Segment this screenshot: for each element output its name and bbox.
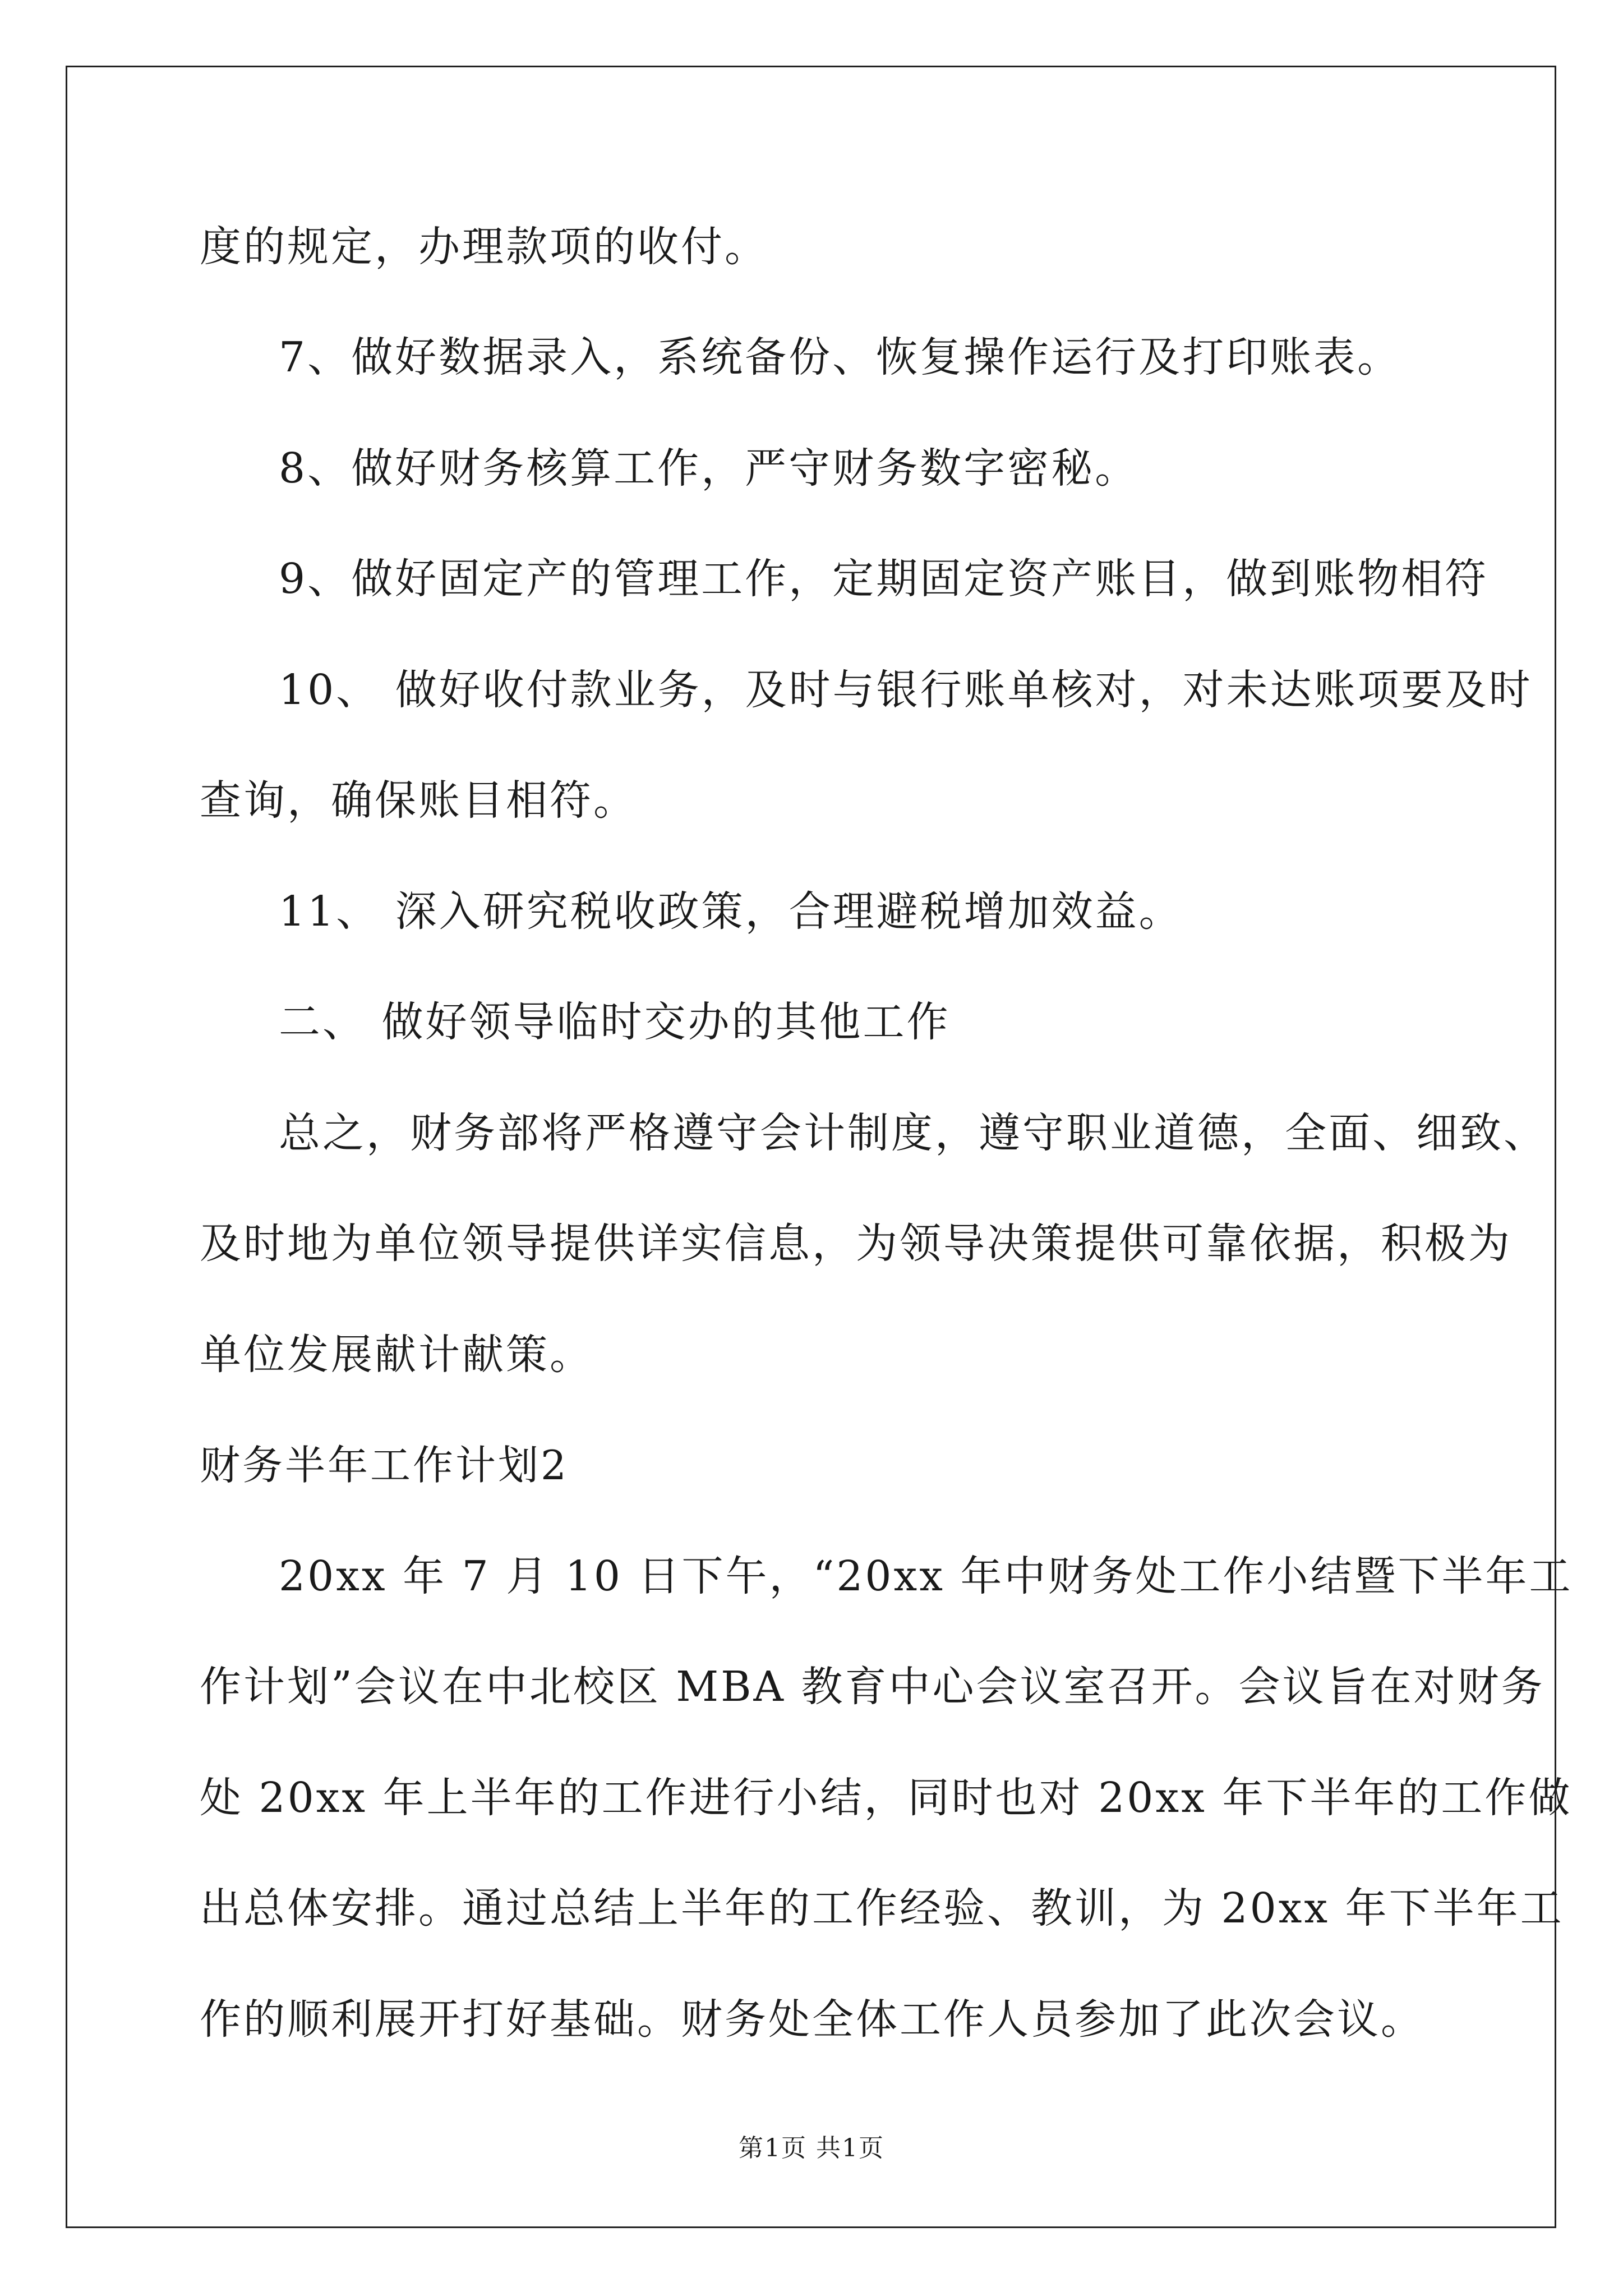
list-item-10: 10、 做好收付款业务，及时与银行账单核对，对未达账项要及时 bbox=[279, 666, 1533, 714]
paragraph-line: 查询，确保账目相符。 bbox=[200, 776, 637, 825]
list-item-8: 8、做好财务核算工作，严守财务数字密秘。 bbox=[279, 444, 1139, 493]
section-heading: 财务半年工作计划2 bbox=[200, 1442, 569, 1489]
list-item-9: 9、做好固定产的管理工作，定期固定资产账目，做到账物相符 bbox=[279, 555, 1489, 603]
paragraph-line: 出总体安排。通过总结上半年的工作经验、教训，为 20xx 年下半年工 bbox=[200, 1884, 1564, 1932]
list-item-7: 7、做好数据录入，系统备份、恢复操作运行及打印账表。 bbox=[279, 333, 1401, 381]
page-footer: 第1页 共1页 bbox=[739, 2134, 884, 2162]
paragraph-line: 及时地为单位领导提供详实信息，为领导决策提供可靠依据，积极为 bbox=[200, 1220, 1512, 1268]
list-item-11: 11、 深入研究税收政策，合理避税增加效益。 bbox=[279, 887, 1183, 936]
paragraph-line: 20xx 年 7 月 10 日下午，“20xx 年中财务处工作小结暨下半年工 bbox=[279, 1552, 1573, 1600]
paragraph-line: 总之，财务部将严格遵守会计制度，遵守职业道德，全面、细致、 bbox=[279, 1109, 1547, 1157]
paragraph-line: 度的规定，办理款项的收付。 bbox=[200, 223, 768, 271]
paragraph-line: 单位发展献计献策。 bbox=[200, 1331, 593, 1379]
paragraph-line: 处 20xx 年上半年的工作进行小结，同时也对 20xx 年下半年的工作做 bbox=[200, 1774, 1573, 1822]
paragraph-line: 作计划”会议在中北校区 MBA 教育中心会议室召开。会议旨在对财务 bbox=[200, 1663, 1545, 1711]
paragraph-line: 作的顺利展开打好基础。财务处全体工作人员参加了此次会议。 bbox=[200, 1995, 1424, 2044]
section-two: 二、 做好领导临时交办的其他工作 bbox=[279, 998, 951, 1046]
